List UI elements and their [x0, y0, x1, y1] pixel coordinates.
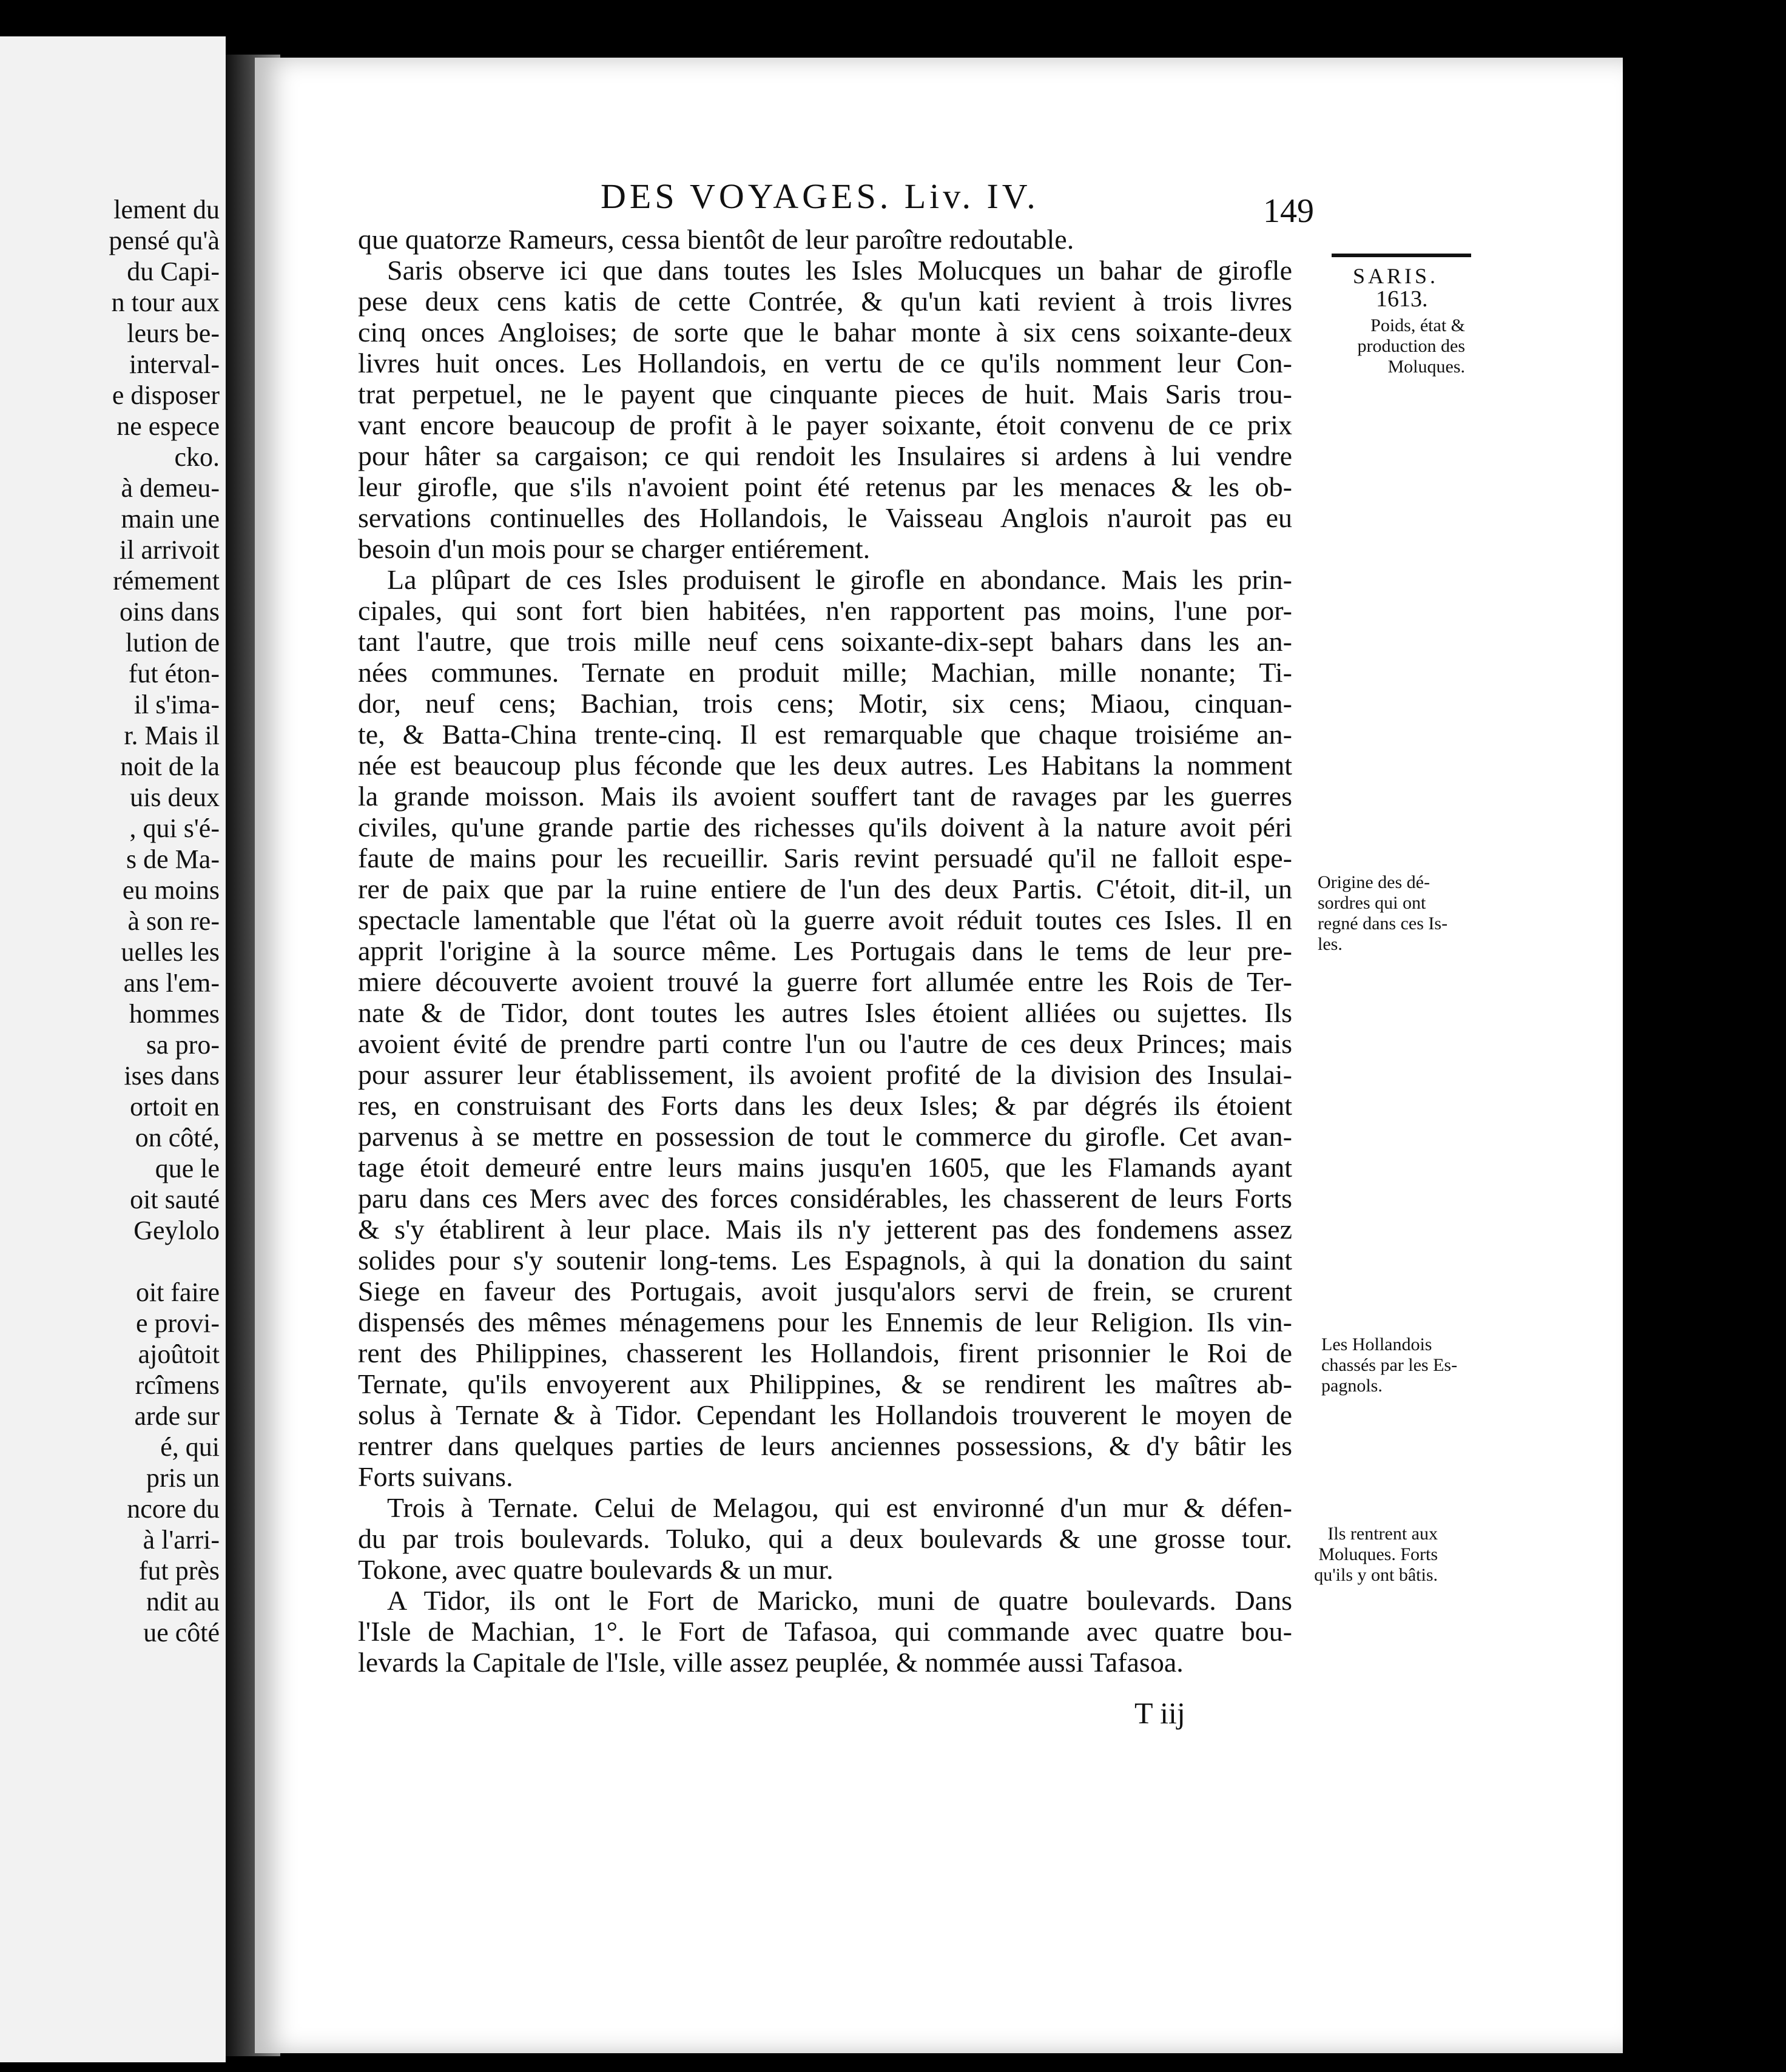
margin-note-line: Origine des dé- — [1318, 872, 1430, 892]
text-line: miere découverte avoient trouvé la guerre fort allumée entre les Rois de Ter- — [358, 966, 1292, 997]
left-page-line: sa pro- — [146, 1030, 220, 1060]
margin-note-line: production des — [1357, 336, 1465, 356]
margin-note-poids — [1316, 315, 1465, 377]
left-page-line: ndit au — [146, 1587, 220, 1616]
text-line: rer de paix que par la ruine entiere de l'un des deux Partis. C'étoit, dit-il, un — [358, 873, 1292, 904]
left-page-line: uis deux — [130, 782, 220, 812]
left-page-line: ortoit en — [130, 1092, 220, 1122]
left-page-line: rcîmens — [135, 1370, 220, 1400]
text-line: Ternate, qu'ils envoyerent aux Philippines, & se rendirent les maîtres ab- — [358, 1368, 1292, 1399]
text-line: civiles, qu'une grande partie des richesses qu'ils doivent à la nature avoit péri — [358, 812, 1292, 843]
margin-note-rentrent — [1298, 1524, 1438, 1586]
text-line: vant encore beaucoup de profit à le payer soixante, étoit convenu de ce prix — [358, 409, 1292, 440]
margin-note-year: 1613. — [1376, 286, 1428, 312]
text-line: nées communes. Ternate en produit mille; Machian, mille nonante; Ti- — [358, 657, 1292, 688]
margin-note-origine — [1318, 872, 1447, 955]
text-line: tage étoit demeuré entre leurs mains jusqu'en 1605, que les Flamands ayant — [358, 1152, 1292, 1183]
left-page-line: s de Ma- — [126, 844, 220, 874]
margin-note-line: Poids, état & — [1370, 315, 1465, 335]
left-page-line: à l'arri- — [143, 1525, 220, 1555]
margin-note-author: SARIS. — [1353, 264, 1439, 288]
text-line: Trois à Ternate. Celui de Melagou, qui est environné d'un mur & défen- — [387, 1492, 1292, 1523]
text-line: Siege en faveur des Portugais, avoit jusqu'alors servi de frein, se crurent — [358, 1276, 1292, 1307]
text-line: dor, neuf cens; Bachian, trois cens; Motir, six cens; Miaou, cinquan- — [358, 688, 1292, 719]
text-line: A Tidor, ils ont le Fort de Maricko, muni de quatre boulevards. Dans — [387, 1585, 1292, 1616]
left-page-line: eu moins — [122, 875, 220, 905]
text-line: solides pour s'y soutenir long-tems. Les Espagnols, à qui la donation du saint — [358, 1245, 1292, 1276]
text-line: tant l'autre, que trois mille neuf cens soixante-dix-sept bahars dans les an- — [358, 626, 1292, 657]
left-page-line: ans l'em- — [123, 968, 220, 998]
text-line: paru dans ces Mers avec des forces considérables, les chasserent de leurs Forts — [358, 1183, 1292, 1214]
text-line: cinq onces Angloises; de sorte que le bahar monte à six cens soixante-deux — [358, 317, 1292, 348]
margin-note-line: Moluques. — [1387, 357, 1465, 377]
left-page-line: ne espece — [116, 411, 220, 441]
margin-note-line: Moluques. Forts — [1318, 1544, 1438, 1564]
left-page-line: ncore du — [127, 1494, 220, 1524]
page-number: 149 — [1263, 192, 1314, 230]
left-page-line: pensé qu'à — [109, 226, 220, 255]
text-line: pour assurer leur établissement, ils avoient profité de la division des Insulai- — [358, 1059, 1292, 1090]
left-page-line: arde sur — [134, 1401, 220, 1431]
text-line: que quatorze Rameurs, cessa bientôt de leur paroître redoutable. — [358, 224, 1074, 255]
left-page-line: fut éton- — [128, 659, 220, 688]
text-line: née est beaucoup plus féconde que les deux autres. Les Habitans la nomment — [358, 750, 1292, 781]
margin-note-line: qu'ils y ont bâtis. — [1314, 1565, 1438, 1585]
text-line: Forts suivans. — [358, 1461, 513, 1492]
left-page-line: e disposer — [112, 380, 220, 410]
margin-note-line: pagnols. — [1321, 1376, 1383, 1396]
text-line: avoient évité de prendre parti contre l'un ou l'autre de ces deux Princes; mais — [358, 1028, 1292, 1059]
text-line: servations continuelles des Hollandois, le Vaisseau Anglois n'auroit pas eu — [358, 502, 1292, 533]
left-page-line: , qui s'é- — [129, 813, 220, 843]
text-line: parvenus à se mettre en possession de tout le commerce du girofle. Cet avan- — [358, 1121, 1292, 1152]
margin-note-line: Les Hollandois — [1321, 1334, 1432, 1354]
left-page-line: ajoûtoit — [138, 1339, 220, 1369]
text-line: la grande moisson. Mais ils avoient souffert tant de ravages par les guerres — [358, 781, 1292, 812]
text-line: rent des Philippines, chasserent les Hollandois, firent prisonnier le Roi de — [358, 1337, 1292, 1368]
left-page-line: du Capi- — [127, 257, 220, 286]
left-page-line: oit faire — [135, 1277, 220, 1307]
text-line: levards la Capitale de l'Isle, ville assez peuplée, & nommée aussi Tafasoa. — [358, 1647, 1184, 1678]
text-line: l'Isle de Machian, 1°. le Fort de Tafasoa, qui commande avec quatre bou- — [358, 1616, 1292, 1647]
margin-rule — [1332, 254, 1471, 257]
left-page-line: lution de — [125, 628, 220, 658]
text-line: trat perpetuel, ne le payent que cinquante pieces de huit. Mais Saris trou- — [358, 378, 1292, 409]
text-line: & s'y établirent à leur place. Mais ils n'y jetterent pas des fondemens assez — [358, 1214, 1292, 1245]
margin-note-line: les. — [1318, 934, 1343, 954]
left-page-line: main une — [121, 504, 220, 534]
text-line: leur girofle, que s'ils n'avoient point été retenus par les menaces & les ob- — [358, 471, 1292, 502]
left-page-line: hommes — [129, 999, 220, 1029]
left-page-line: Geylolo — [133, 1216, 220, 1245]
running-head: DES VOYAGES. Liv. IV. — [601, 177, 1039, 216]
margin-note-line: regné dans ces Is- — [1318, 913, 1448, 933]
text-line: cipales, qui sont fort bien habitées, n'en rapportent pas moins, l'une por- — [358, 595, 1292, 626]
left-page-line: fut près — [138, 1556, 220, 1586]
text-line: rentrer dans quelques parties de leurs anciennes possessions, & d'y bâtir les — [358, 1430, 1292, 1461]
left-page-line: n tour aux — [111, 288, 220, 317]
text-line: Tokone, avec quatre boulevards & un mur. — [358, 1554, 834, 1585]
left-page-line: uelles les — [121, 937, 220, 967]
margin-note-line: chassés par les Es- — [1321, 1355, 1458, 1375]
left-page-line: oins dans — [120, 597, 220, 627]
text-line: pese deux cens katis de cette Contrée, & qu'un kati revient à trois livres — [358, 286, 1292, 317]
text-line: dispensés des mêmes ménagemens pour les Ennemis de leur Religion. Ils vin- — [358, 1307, 1292, 1337]
left-page-line: r. Mais il — [124, 721, 220, 750]
left-page-line: à son re- — [127, 906, 220, 936]
left-page-line: leurs be- — [127, 318, 220, 348]
text-line: res, en construisant des Forts dans les deux Isles; & par dégrés ils étoient — [358, 1090, 1292, 1121]
left-page-line: cko. — [174, 442, 220, 472]
left-page-line: ue côté — [143, 1618, 220, 1647]
left-page-line: rémement — [113, 566, 220, 596]
margin-note-line: Ils rentrent aux — [1327, 1524, 1438, 1544]
text-line: La plûpart de ces Isles produisent le girofle en abondance. Mais les prin- — [387, 564, 1292, 595]
margin-note-hollandois — [1321, 1334, 1457, 1396]
text-line: pour hâter sa cargaison; ce qui rendoit les Insulaires si ardens à lui vendre — [358, 440, 1292, 471]
text-line: besoin d'un mois pour se charger entiérement. — [358, 533, 871, 564]
left-page-fragment — [0, 36, 226, 2062]
text-line: te, & Batta-China trente-cinq. Il est remarquable que chaque troisiéme an- — [358, 719, 1292, 750]
margin-note-line: sordres qui ont — [1318, 893, 1426, 913]
left-page-line: interval- — [129, 349, 220, 379]
text-line: faute de mains pour les recueillir. Saris revint persuadé qu'il ne falloit espe- — [358, 843, 1292, 873]
text-line: apprit l'origine à la source même. Les Portugais dans le tems de leur pre- — [358, 935, 1292, 966]
left-page-line: noit de la — [120, 752, 220, 781]
left-page-line: ises dans — [124, 1061, 220, 1091]
text-line: solus à Ternate & à Tidor. Cependant les Hollandois trouverent le moyen de — [358, 1399, 1292, 1430]
left-page-line: oit sauté — [130, 1185, 220, 1214]
left-page-line: que le — [155, 1154, 220, 1183]
text-line: spectacle lamentable que l'état où la guerre avoit réduit toutes ces Isles. Il en — [358, 904, 1292, 935]
left-page-line: il arrivoit — [120, 535, 220, 565]
left-page-line: é, qui — [160, 1432, 220, 1462]
left-page-line: on côté, — [135, 1123, 220, 1152]
left-page-line: e provi- — [135, 1308, 220, 1338]
left-page-line: pris un — [146, 1463, 220, 1493]
text-line: nate & de Tidor, dont toutes les autres Isles étoient alliées ou sujettes. Ils — [358, 997, 1292, 1028]
left-page-line: il s'ima- — [133, 690, 220, 719]
text-line: du par trois boulevards. Toluko, qui a deux boulevards & une grosse tour. — [358, 1523, 1292, 1554]
signature-mark: T iij — [1134, 1696, 1185, 1730]
text-line: Saris observe ici que dans toutes les Isles Molucques un bahar de girofle — [387, 255, 1292, 286]
left-page-line: à demeu- — [121, 473, 220, 503]
left-page-line: lement du — [113, 195, 220, 224]
text-line: livres huit onces. Les Hollandois, en vertu de ce qu'ils nomment leur Con- — [358, 348, 1292, 378]
